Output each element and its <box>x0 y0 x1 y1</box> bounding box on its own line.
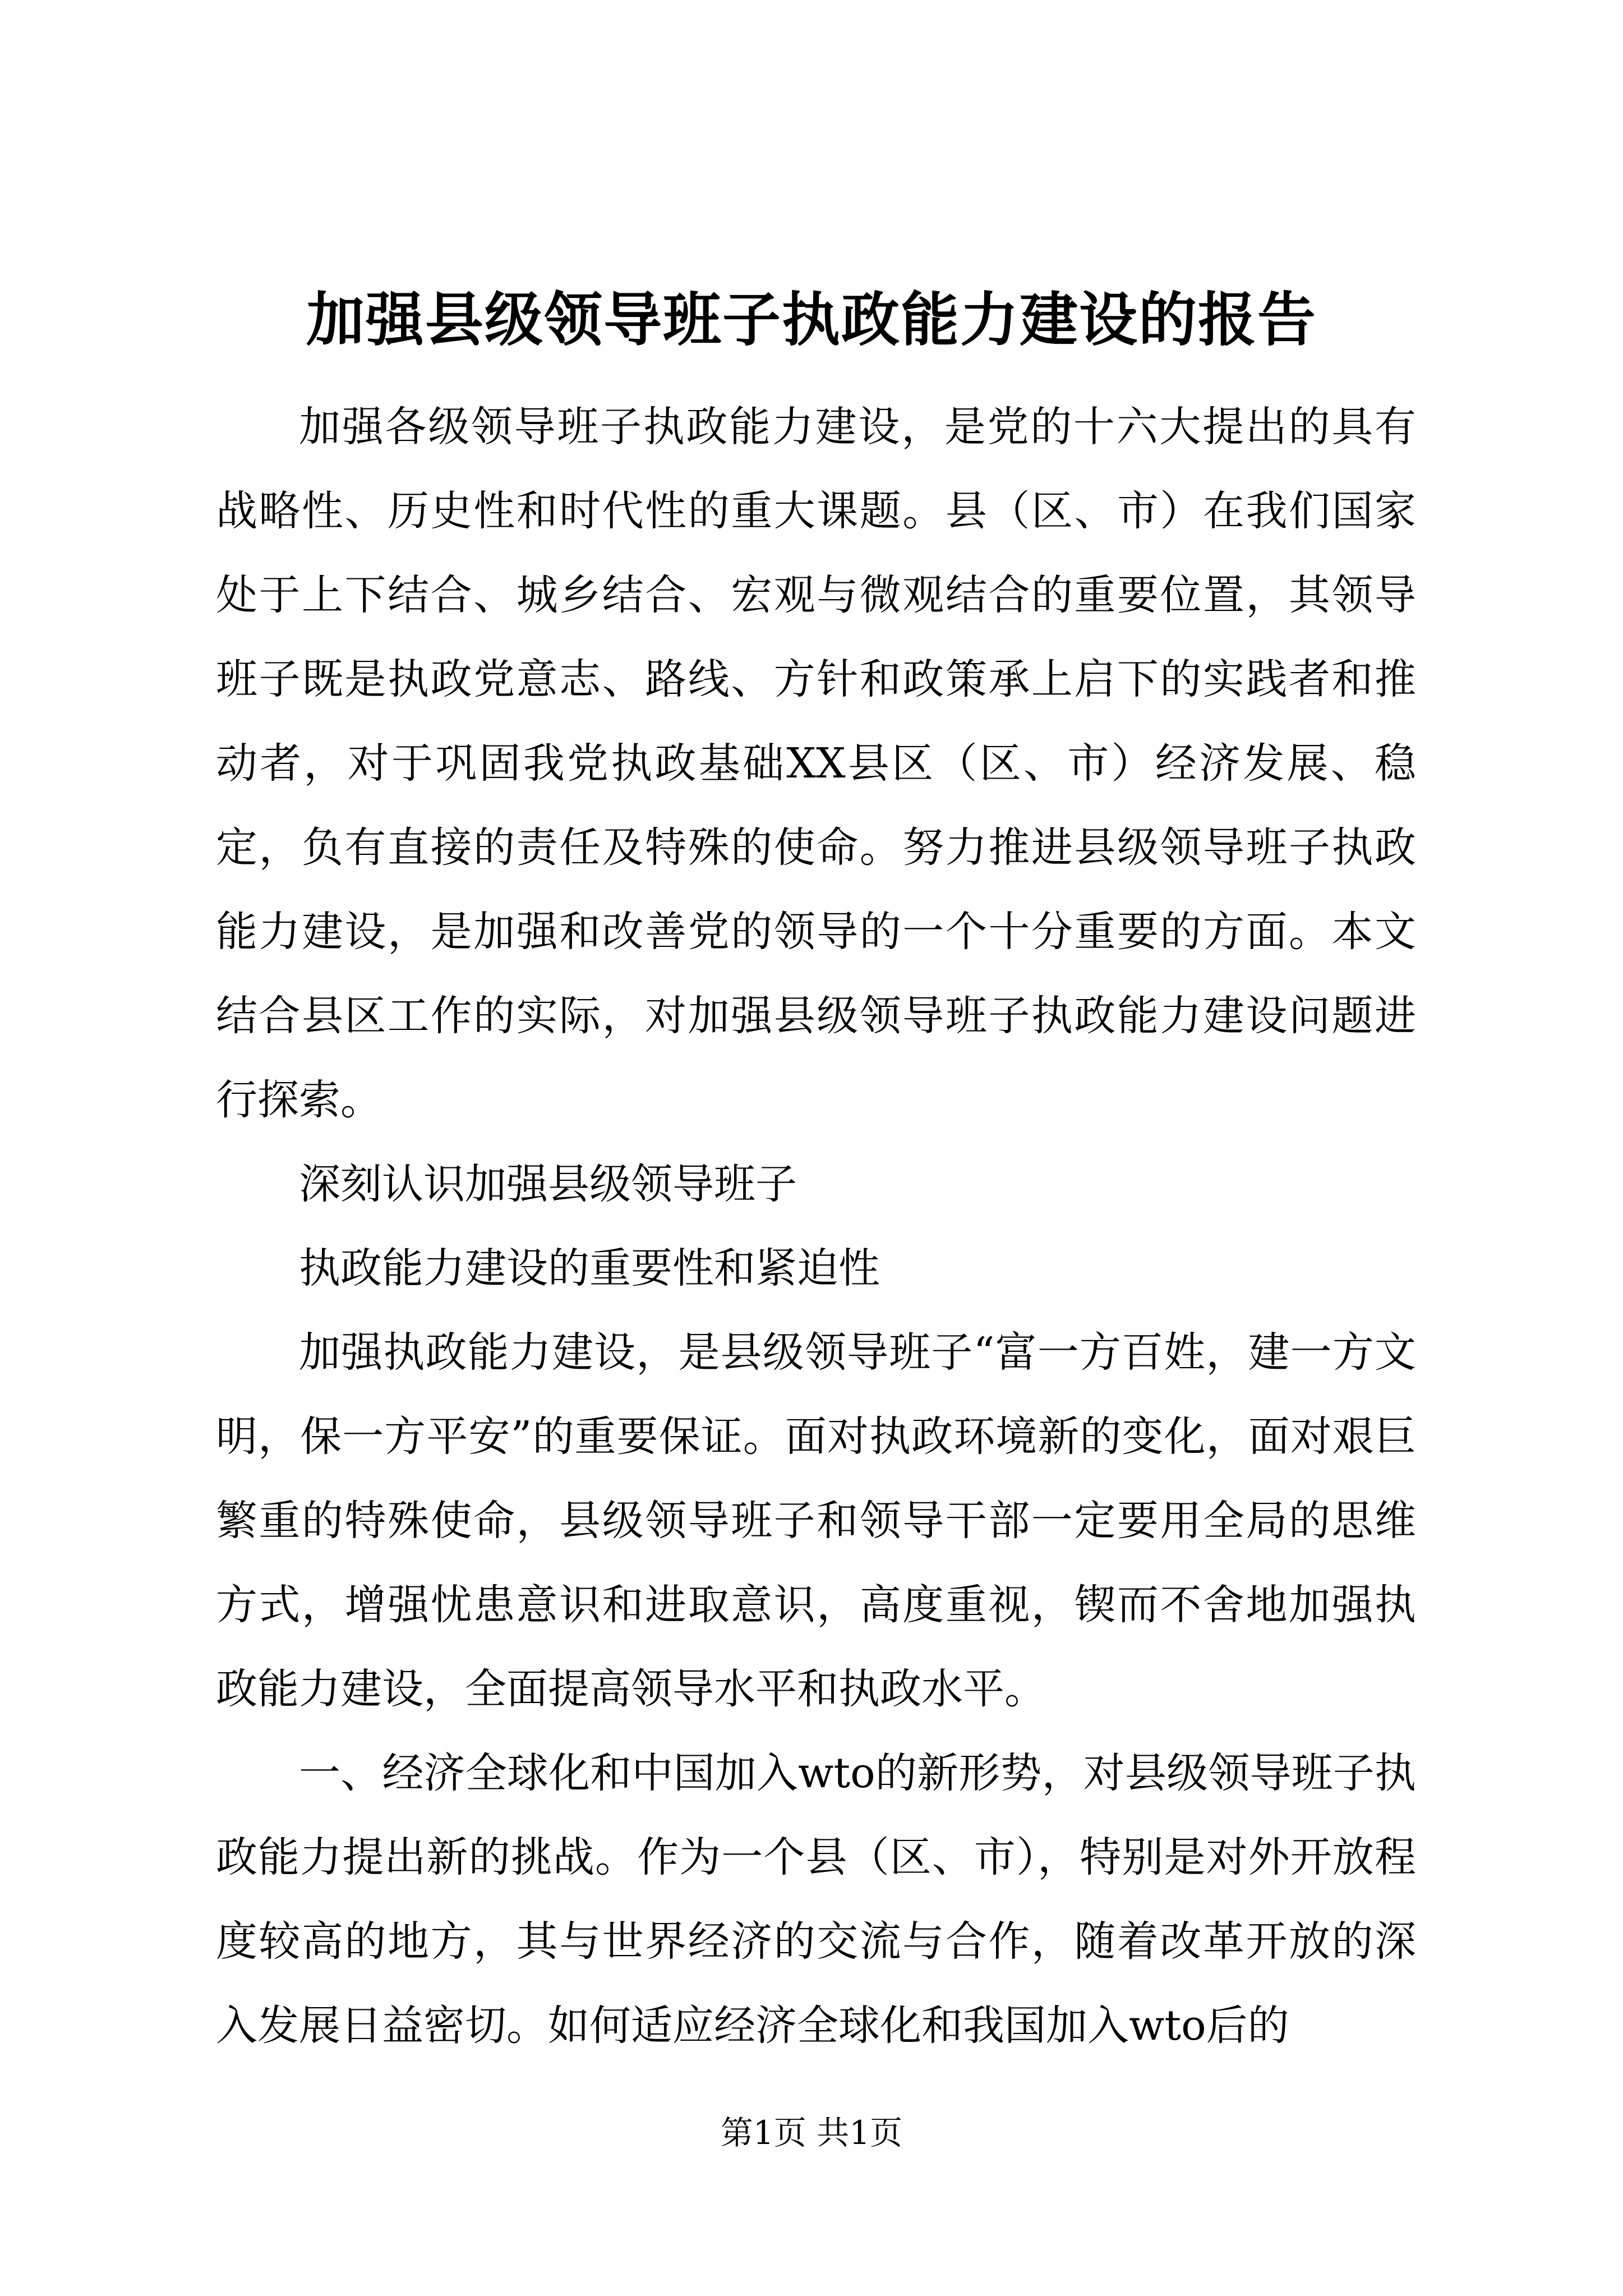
document-body <box>216 385 1416 2068</box>
paragraph-point-one: 一、经济全球化和中国加入wto的新形势，对县级领导班子执政能力提出新的挑战。作为一个县（区、市），特别是对外开放程度较高的地方，其与世界经济的交流与合作，随着改革开放的深入发展日益密切。如何适应经济全球化和我国加入wto后的 <box>216 1749 1416 2050</box>
paragraph-importance: 加强执政能力建设，是县级领导班子“富一方百姓，建一方文明，保一方平安”的重要保证。面对执政环境新的变化，面对艰巨繁重的特殊使命，县级领导班子和领导干部一定要用全局的思维方式，增强忧患意识和进取意识，高度重视，锲而不舍地加强执政能力建设，全面提高领导水平和执政水平。 <box>216 1328 1416 1713</box>
section-heading-line-1: 深刻认识加强县级领导班子 <box>299 1160 797 1208</box>
page-footer: 第1页 共1页 <box>720 2114 903 2152</box>
document-title: 加强县级领导班子执政能力建设的报告 <box>306 285 1317 354</box>
section-heading-line-2: 执政能力建设的重要性和紧迫性 <box>299 1244 880 1292</box>
paragraph-intro: 加强各级领导班子执政能力建设，是党的十六大提出的具有战略性、历史性和时代性的重大课题。县（区、市）在我们国家处于上下结合、城乡结合、宏观与微观结合的重要位置，其领导班子既是执政党意志、路线、方针和政策承上启下的实践者和推动者，对于巩固我党执政基础XX县区（区、市）经济发展、稳定，负有直接的责任及特殊的使命。努力推进县级领导班子执政能力建设，是加强和改善党的领导的一个十分重要的方面。本文结合县区工作的实际，对加强县级领导班子执政能力建设问题进行探索。 <box>216 403 1416 1124</box>
